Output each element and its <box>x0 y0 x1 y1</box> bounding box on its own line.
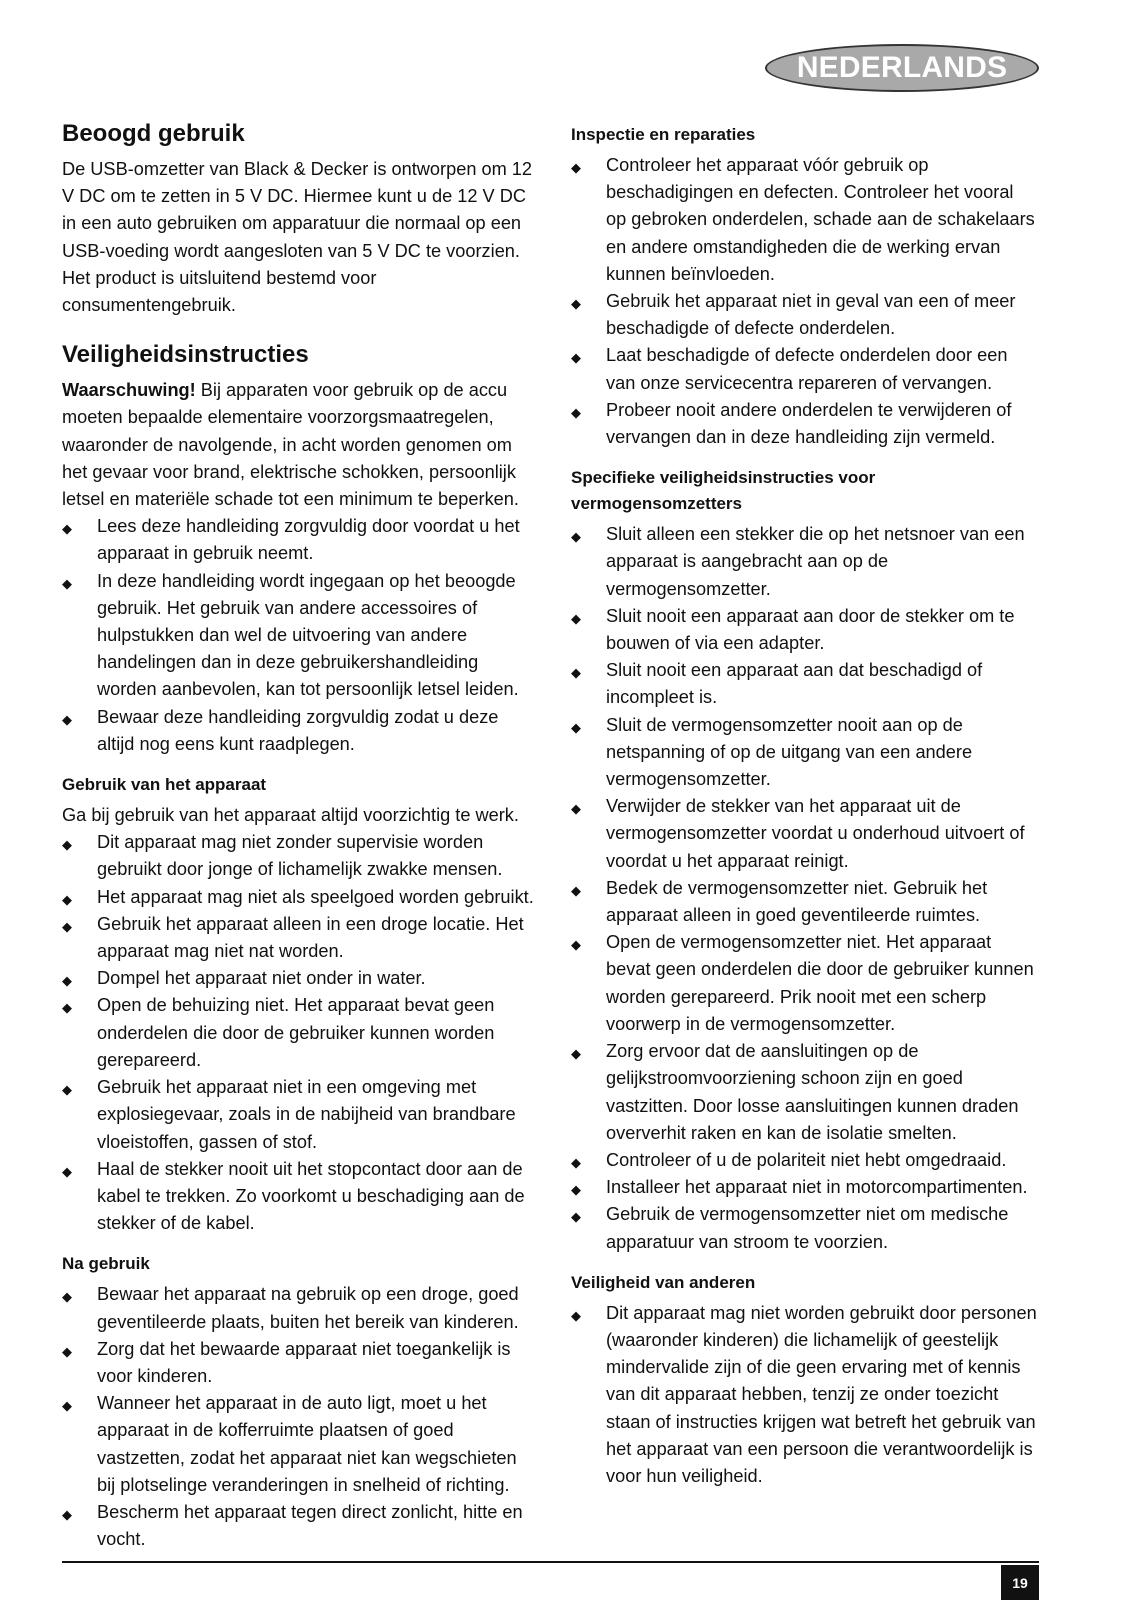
page-number-label: 19 <box>1012 1574 1028 1591</box>
warning-text: Bij apparaten voor gebruik op de accu moeten bepaalde elementaire voorzorgsmaatregelen, waaronder de navolgende, in acht worden genomen om het gevaar voor brand, elektrische schokken, persoonlijk letsel en materiële schade tot een minimum te beperken. <box>62 380 519 510</box>
list-item: ◆ Bewaar het apparaat na gebruik op een droge, goed geventileerde plaats, buiten het bereik van kinderen. <box>62 1281 537 1335</box>
section-title-after-use: Na gebruik <box>62 1254 150 1274</box>
diamond-bullet-icon: ◆ <box>62 1343 72 1359</box>
footer-rule <box>62 1561 1039 1563</box>
section-title-converter-safety: Specifieke veiligheidsinstructies voor vermogensomzetters <box>571 468 876 514</box>
list-item: ◆ Bedek de vermogensomzetter niet. Gebruik het apparaat alleen in goed geventileerde ruimtes. <box>571 875 1037 929</box>
list-item: ◆ Sluit alleen een stekker die op het netsnoer van een apparaat is aangebracht aan op de vermogensomzetter. <box>571 521 1037 603</box>
left-column <box>62 118 537 1553</box>
list-item: ◆ Gebruik de vermogensomzetter niet om medische apparatuur van stroom te voorzien. <box>571 1201 1037 1255</box>
diamond-bullet-icon: ◆ <box>62 1289 72 1305</box>
diamond-bullet-icon: ◆ <box>62 837 72 853</box>
list-item: ◆ Bewaar deze handleiding zorgvuldig zodat u deze altijd nog eens kunt raadplegen. <box>62 704 537 758</box>
diamond-bullet-icon: ◆ <box>571 1182 581 1198</box>
diamond-bullet-icon: ◆ <box>571 665 581 681</box>
diamond-bullet-icon: ◆ <box>571 296 581 312</box>
diamond-bullet-icon: ◆ <box>571 801 581 817</box>
list-item: ◆ Open de vermogensomzetter niet. Het apparaat bevat geen onderdelen die door de gebruiker kunnen worden gerepareerd. Prik nooit met een scherp voorwerp in de vermogensomzetter. <box>571 929 1037 1038</box>
diamond-bullet-icon: ◆ <box>571 350 581 366</box>
list-item: ◆ Zorg ervoor dat de aansluitingen op de gelijkstroomvoorziening schoon zijn en goed vastzitten. Door losse aansluitingen kunnen draden oververhit raken en kan de isolatie smelten. <box>571 1038 1037 1147</box>
list-item: ◆ Open de behuizing niet. Het apparaat bevat geen onderdelen die door de gebruiker kunnen worden gerepareerd. <box>62 992 537 1074</box>
diamond-bullet-icon: ◆ <box>571 882 581 898</box>
list-item: ◆ Installeer het apparaat niet in motorcompartimenten. <box>571 1174 1037 1201</box>
list-item: ◆ Bescherm het apparaat tegen direct zonlicht, hitte en vocht. <box>62 1499 537 1553</box>
device-use-list <box>62 829 537 1237</box>
right-column <box>571 122 1037 1490</box>
others-safety-list <box>571 1300 1037 1490</box>
list-item: ◆ Zorg dat het bewaarde apparaat niet toegankelijk is voor kinderen. <box>62 1336 537 1390</box>
inspection-list <box>571 152 1037 451</box>
list-item: ◆ Probeer nooit andere onderdelen te verwijderen of vervangen dan in deze handleiding zijn vermeld. <box>571 397 1037 451</box>
section-title-device-use: Gebruik van het apparaat <box>62 775 267 795</box>
diamond-bullet-icon: ◆ <box>571 404 581 420</box>
language-badge <box>765 44 1039 92</box>
list-item: ◆ Controleer het apparaat vóór gebruik op beschadigingen en defecten. Controleer het vooral op gebroken onderdelen, schade aan de schakelaars en andere omstandigheden die de werking ervan kunnen beïnvloeden. <box>571 152 1037 288</box>
diamond-bullet-icon: ◆ <box>571 1307 581 1323</box>
diamond-bullet-icon: ◆ <box>571 529 581 545</box>
list-item: ◆ In deze handleiding wordt ingegaan op het beoogde gebruik. Het gebruik van andere accessoires of hulpstukken dan wel de uitvoering van andere handelingen dan in deze gebruikershandleiding worden aanbevolen, kan tot persoonlijk letsel leiden. <box>62 568 537 704</box>
safety-warning <box>62 377 537 513</box>
section-title-others-safety: Veiligheid van anderen <box>571 1272 756 1292</box>
list-item: ◆ Verwijder de stekker van het apparaat uit de vermogensomzetter voordat u onderhoud uitvoert of voordat u het apparaat reinigt. <box>571 793 1037 875</box>
list-item: ◆ Sluit de vermogensomzetter nooit aan op de netspanning of op de uitgang van een andere vermogensomzetter. <box>571 712 1037 794</box>
list-item: ◆ Controleer of u de polariteit niet hebt omgedraaid. <box>571 1147 1037 1174</box>
converter-safety-list <box>571 521 1037 1255</box>
section-title-intended-use: Beoogd gebruik <box>62 120 245 147</box>
diamond-bullet-icon: ◆ <box>62 711 72 727</box>
list-item: ◆ Lees deze handleiding zorgvuldig door voordat u het apparaat in gebruik neemt. <box>62 513 537 567</box>
list-item: ◆ Haal de stekker nooit uit het stopcontact door aan de kabel te trekken. Zo voorkomt u beschadiging aan de stekker of de kabel. <box>62 1156 537 1238</box>
list-item: ◆ Het apparaat mag niet als speelgoed worden gebruikt. <box>62 884 537 911</box>
language-badge-label: NEDERLANDS <box>796 51 1008 84</box>
diamond-bullet-icon: ◆ <box>62 521 72 537</box>
list-item: ◆ Dompel het apparaat niet onder in water. <box>62 965 537 992</box>
diamond-bullet-icon: ◆ <box>571 610 581 626</box>
list-item: ◆ Gebruik het apparaat niet in geval van een of meer beschadigde of defecte onderdelen. <box>571 288 1037 342</box>
list-item: ◆ Wanneer het apparaat in de auto ligt, moet u het apparaat in de kofferruimte plaatsen of goed vastzetten, zodat het apparaat niet kan wegschieten bij plotselinge veranderingen in snelheid of richting. <box>62 1390 537 1499</box>
section-title-safety: Veiligheidsinstructies <box>62 341 309 369</box>
diamond-bullet-icon: ◆ <box>62 1398 72 1414</box>
diamond-bullet-icon: ◆ <box>571 1046 581 1062</box>
diamond-bullet-icon: ◆ <box>571 1209 581 1225</box>
list-item: ◆ Gebruik het apparaat alleen in een droge locatie. Het apparaat mag niet nat worden. <box>62 911 537 965</box>
diamond-bullet-icon: ◆ <box>62 1000 72 1016</box>
list-item: ◆ Sluit nooit een apparaat aan door de stekker om te bouwen of via een adapter. <box>571 603 1037 657</box>
list-item: ◆ Dit apparaat mag niet worden gebruikt door personen (waaronder kinderen) die lichamelijk of geestelijk mindervalide zijn of die geen ervaring met of kennis van dit apparaat hebben, tenzij ze onder toezicht staan of instructies krijgen wat betreft het gebruik van het apparaat van een persoon die verantwoordelijk is voor hun veiligheid. <box>571 1300 1037 1490</box>
diamond-bullet-icon: ◆ <box>571 719 581 735</box>
diamond-bullet-icon: ◆ <box>62 891 72 907</box>
diamond-bullet-icon: ◆ <box>62 1082 72 1098</box>
diamond-bullet-icon: ◆ <box>571 1154 581 1170</box>
after-use-list <box>62 1281 537 1553</box>
list-item: ◆ Dit apparaat mag niet zonder supervisie worden gebruikt door jonge of lichamelijk zwakke mensen. <box>62 829 537 883</box>
diamond-bullet-icon: ◆ <box>62 1506 72 1522</box>
diamond-bullet-icon: ◆ <box>62 1163 72 1179</box>
diamond-bullet-icon: ◆ <box>62 973 72 989</box>
page-number <box>1001 1565 1039 1600</box>
warning-label: Waarschuwing! <box>62 380 196 401</box>
list-item: ◆ Laat beschadigde of defecte onderdelen door een van onze servicecentra repareren of vervangen. <box>571 342 1037 396</box>
list-item: ◆ Sluit nooit een apparaat aan dat beschadigd of incompleet is. <box>571 657 1037 711</box>
diamond-bullet-icon: ◆ <box>62 918 72 934</box>
list-item: ◆ Gebruik het apparaat niet in een omgeving met explosiegevaar, zoals in de nabijheid van brandbare vloeistoffen, gassen of stof. <box>62 1074 537 1156</box>
intended-use-body: De USB-omzetter van Black & Decker is ontworpen om 12 V DC om te zetten in 5 V DC. Hiermee kunt u de 12 V DC in een auto gebruiken om apparatuur die normaal op een USB-voeding wordt aangesloten van 5 V DC te voorzien. Het product is uitsluitend bestemd voor consumentengebruik. <box>62 159 533 316</box>
section-title-inspection: Inspectie en reparaties <box>571 125 756 144</box>
diamond-bullet-icon: ◆ <box>571 160 581 175</box>
diamond-bullet-icon: ◆ <box>571 937 581 953</box>
safety-list <box>62 513 537 758</box>
diamond-bullet-icon: ◆ <box>62 575 72 591</box>
device-use-intro: Ga bij gebruik van het apparaat altijd voorzichtig te werk. <box>62 805 519 826</box>
